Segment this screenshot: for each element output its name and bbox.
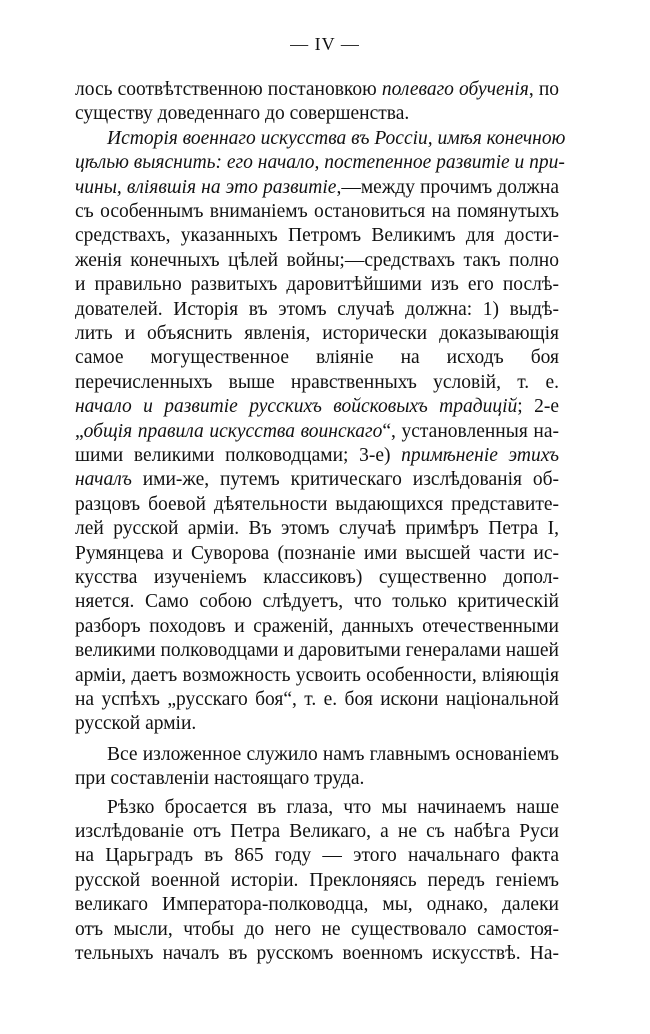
text-line (75, 712, 559, 736)
text-line (75, 615, 559, 639)
text-line (75, 942, 559, 966)
text-line (75, 78, 559, 102)
italic-text: примѣненіе этихъ (401, 445, 559, 466)
text-segment: средствахъ, указанныхъ Петромъ Великимъ для дости- (75, 225, 559, 247)
text-segment: Все изложенное служило намъ главнымъ основаніемъ (107, 743, 559, 765)
text-segment: русской арміи. (75, 713, 197, 735)
text-line (75, 224, 559, 248)
text-segment: ими-же, путемъ критическаго изслѣдованія об- (131, 469, 559, 491)
italic-text: начало и развитіе русскихъ войсковыхъ традицій (75, 396, 518, 418)
text-line (75, 273, 559, 297)
text-segment: лей русской арміи. Въ этомъ случаѣ примѣръ Петра I, (75, 518, 559, 540)
text-segment: няется. Само собою слѣдуетъ, что только критическій (75, 591, 559, 613)
text-segment: перечисленныхъ выше нравственныхъ условій, т. е. (75, 371, 559, 393)
text-segment: великаго Императора-полководца, мы, однако, далеки (75, 894, 559, 916)
text-line (75, 639, 559, 663)
italic-text: началъ (75, 469, 132, 491)
text-segment: ,—между прочимъ должна (336, 176, 559, 198)
text-segment: разцовъ боевой дѣятельности выдающихся представите- (75, 493, 559, 515)
text-line (75, 869, 559, 893)
text-line (75, 322, 559, 346)
text-segment: самое могущественное вліяніе на исходъ боя (75, 347, 559, 369)
text-line (107, 743, 559, 767)
italic-text: чины, вліявшія на это развитіе (75, 176, 337, 198)
text-line (75, 542, 559, 566)
text-line (75, 918, 559, 942)
text-line (75, 893, 559, 917)
text-segment: на успѣхъ „русскаго боя“, т. е. боя искони національной (75, 689, 559, 710)
text-line (75, 298, 559, 322)
text-segment: “, установленныя на- (382, 420, 559, 442)
text-segment: на Царьградъ въ 865 году — этого начальнаго факта (75, 845, 559, 867)
text-segment: женія конечныхъ цѣлей войны;—средствахъ такъ полно (75, 249, 559, 271)
text-line (75, 395, 559, 419)
text-line (75, 566, 559, 590)
text-line (107, 796, 559, 820)
text-line (75, 468, 559, 492)
text-line (75, 664, 559, 688)
text-line (75, 688, 559, 712)
text-segment: тельныхъ началъ въ русскомъ военномъ искусствѣ. На- (75, 943, 559, 964)
italic-text: Исторія военнаго искусства въ Россіи, имѣя конечною (107, 127, 566, 149)
text-segment: арміи, даетъ возможность усвоить особенности, вліяющія (75, 664, 559, 686)
italic-text: цѣлью выяснить: его начало, постепенное развитіе и при- (75, 152, 565, 174)
text-segment: Румянцева и Суворова (познаніе ими высшей части ис- (75, 542, 559, 564)
text-segment: , по (528, 79, 559, 100)
text-line (75, 249, 559, 273)
text-line (75, 517, 559, 541)
text-segment: при составленіи настоящаго труда. (75, 768, 365, 790)
text-line (75, 371, 559, 395)
text-line (75, 444, 559, 468)
text-line (75, 493, 559, 517)
text-line (75, 767, 559, 791)
text-line (75, 820, 559, 844)
text-line (75, 176, 559, 200)
text-line (75, 151, 565, 175)
italic-text: полеваго обученія (381, 79, 529, 100)
text-segment: лить и объяснить явленія, исторически доказывающія (75, 323, 559, 344)
text-segment: русской военной исторіи. Преклоняясь передъ геніемъ (75, 869, 559, 891)
text-line (75, 200, 559, 224)
text-segment: изслѣдованіе отъ Петра Великаго, а не съ набѣга Руси (75, 821, 559, 842)
text-segment: ; 2-е (517, 396, 559, 418)
text-segment: разборъ походовъ и сраженій, данныхъ отечественными (75, 615, 559, 637)
italic-text: общія правила искусства воинскаго (83, 420, 383, 442)
page-number: — IV — (290, 34, 360, 54)
text-segment: Рѣзко бросается въ глаза, что мы начинаемъ наше (107, 796, 559, 818)
text-segment: лось соотвѣтственною постановкою (75, 79, 382, 100)
text-segment: съ особеннымъ вниманіемъ остановиться на помянутыхъ (75, 201, 559, 222)
text-line (75, 590, 559, 614)
text-segment: кусства изученіемъ классиковъ) существенно допол- (75, 567, 559, 588)
text-line (75, 420, 559, 444)
text-line (107, 127, 566, 151)
text-segment: существу доведеннаго до совершенства. (75, 103, 410, 125)
text-line (75, 102, 559, 126)
text-segment: шими великими полководцами; 3-е) (75, 445, 402, 466)
text-line (75, 346, 559, 370)
text-segment: великими полководцами и даровитыми генералами нашей (75, 640, 559, 662)
text-line (75, 844, 559, 868)
text-segment: и правильно развитыхъ даровитѣйшими изъ его послѣ- (75, 274, 559, 296)
text-segment: „ (75, 420, 84, 442)
text-segment: дователей. Исторія въ этомъ случаѣ должна: 1) выдѣ- (75, 298, 559, 320)
text-segment: отъ мысли, чтобы до него не существовало самостоя- (75, 918, 559, 940)
